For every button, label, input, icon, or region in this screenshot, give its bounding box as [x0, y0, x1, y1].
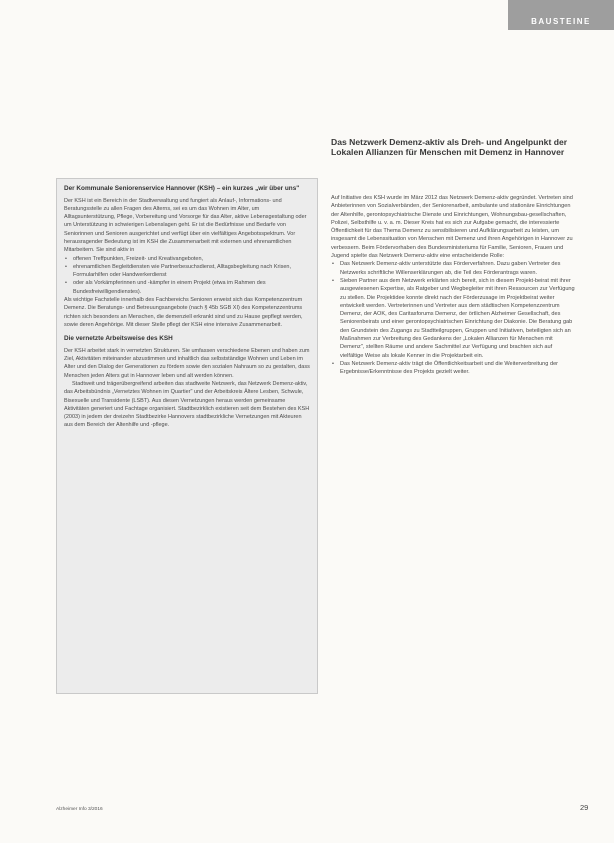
article-intro: Auf Initiative des KSH wurde im März 2012 das Netzwerk Demenz-aktiv gegründet. Vertreten sind Anbieterinnen von Sozialverbänden, der Seniorenarbeit, ambulante und stationäre Einrichtungen der Altenhilfe, gerontopsychiatrische Dienste und Einrichtungen, Wohnungsbau-gesellschaften, Polizei, Selbsthilfe u. v. a. m. Dieser Kreis hat es sich zur Aufgabe gemacht, die interessierte Öffentlichkeit für das Thema Demenz zu sensibilisieren und Aufklärungsarbeit zu leisten, um insgesamt die Lebenssituation von Menschen mit Demenz und ihren Angehörigen in Hannover zu verbessern. Beim Fördervorhaben des Bundesministeriums für Familie, Senioren, Frauen und Jugend spielte das Netzwerk Demenz-aktiv eine entscheidende Rolle:: [331, 195, 573, 260]
article-title: Das Netzwerk Demenz-aktiv als Dreh- und Angelpunkt der Lokalen Allianzen für Menschen mit Demenz in Hannover: [331, 137, 568, 157]
section-label: BAUSTEINE: [531, 17, 591, 26]
page-number: 29: [580, 803, 589, 812]
section-tab: [508, 0, 614, 30]
infobox-title: Der Kommunale Seniorenservice Hannover (KSH) – ein kurzes „wir über uns": [64, 185, 300, 192]
footer-publication: Alzheimer Info 3/2016: [56, 807, 103, 812]
list-item: • ehrenamtlichen Begleitdiensten wie Partnerbesuchsdienst, Alltagsbegleitung nach Krisen, Formularhilfen oder Handwerkerdienst: [73, 263, 311, 280]
list-item: • oder als Vorkämpferinnen und -kämpfer in einem Projekt (etwa im Rahmen des Bundesfreiwilligendienstes).: [73, 279, 311, 296]
infobox-paragraph: Der KSH arbeitet stark in vernetzten Strukturen. Sie umfassen verschiedene Ebenen und haben zum Ziel, Aktivitäten miteinander abzustimmen und inhaltlich das selbstständige Wohnen und Leben im Alter und den Dialog der Generationen zu fördern sowie den sozialen Nahraum so zu gestalten, dass Menschen jeden Alters gut in Hannover leben und alt werden können.: [64, 347, 310, 379]
infobox-intro: Der KSH ist ein Bereich in der Stadtverwaltung und fungiert als Anlauf-, Informations- und Beratungsstelle zu allen Fragen des Alterns, sei es um das Wohnen im Alter, um Alltagsunterstützung, Pflege, Vorbereitung und Vorsorge für das Alter, aktive Lebensgestaltung oder um Unterstützung in schwierigen Lebenslagen geht. Er ist die Bedürfnisse und Bedarfe von Seniorinnen und Senioren ausgerichtet und verfügt über ein vielfältiges Angebotsspektrum. Vor herausragender Bedeutung ist im KSH die Zusammenarbeit mit externen und ehrenamtlichen Mitarbeitern. Sie sind aktiv in: [64, 197, 307, 254]
article-body: [331, 194, 575, 377]
infobox-paragraph: Als wichtige Fachstelle innerhalb des Fachbereichs Senioren erweist sich das Kompetenzzentrum Demenz. Die Beratungs- und Betreuungsangebote (nach § 45b SGB XI) des Kompetenzzentrums richten sich besonders an Menschen, die demenziell erkrankt sind und zu Hause gepflegt werden, sowie deren Angehörige. Mit dieser Stelle pflegt der KSH eine intensive Zusammenarbeit.: [64, 297, 303, 328]
info-box: [56, 178, 318, 694]
infobox-subtitle: Die vernetzte Arbeitsweise des KSH: [64, 335, 173, 343]
list-item: • offenen Treffpunkten, Freizeit- und Kreativangeboten,: [73, 255, 311, 263]
list-item: • Das Netzwerk Demenz-aktiv unterstützte das Förderverfahren. Dazu gaben Vertreter des Netzwerks schriftliche Willenserklärungen ab, die Teil des Förderantrags waren.: [340, 260, 575, 277]
list-item: • Das Netzwerk Demenz-aktiv trägt die Öffentlichkeitsarbeit und die Weiterverbreitung der Ergebnisse/Erkenntnisse des Projekts gezielt weiter.: [340, 360, 575, 377]
infobox-paragraph: Stadtweit und trägerübergreifend arbeiten das stadtweite Netzwerk, das Netzwerk Demenz-aktiv, das Arbeitsbündnis „Vernetztes Wohnen im Quartier" und der Arbeitskreis Ältere Lesben, Schwule, Bisexuelle und Transidente (LSBT). Aus diesen Vernetzungen heraus werden gemeinsame Aktivitäten generiert und Fachtage organisiert. Stadtbezirklich existieren seit dem Bestehen des KSH (2003) in jedem der dreizehn Stadtbezirke Hannovers stadtbezirkliche Vernetzungen mit Akteuren aus dem Bereich der Altenhilfe und -pflege.: [64, 380, 310, 429]
article-bullets: [331, 260, 575, 376]
list-item: • Sieben Partner aus dem Netzwerk erklärten sich bereit, sich in diesem Projekt-beirat mit ihrer ausgewiesenen Expertise, als Ratgeber und Wegbegleiter mit ihren Ressourcen zur Verfügung zu stellen. Die Projektidee konnte direkt nach der Förderzusage im Projektbeirat weiter entwickelt werden. Vertreterinnen und Vertreter aus dem städtischen Kompetenzzentrum Demenz, der AOK, des Caritasforums Demenz, der örtlichen Alzheimer Gesellschaft, des Seniorenbeirats und einer gerontopsychiatrischen Einrichtung der Diakonie. Die Beratung gab den Grundstein des Zugangs zu Stadtteilgruppen, Gruppen und Initiativen, beteiligten sich an Maßnahmen zur Verbreitung des Gedankens der „Lokalen Allianzen für Menschen mit Demenz", stellten Räume und andere Sachmittel zur Verfügung und brachten sich auf vielfältige Weise als lokale Kenner in die Projektarbeit ein.: [340, 277, 575, 360]
infobox-list: [64, 255, 311, 296]
